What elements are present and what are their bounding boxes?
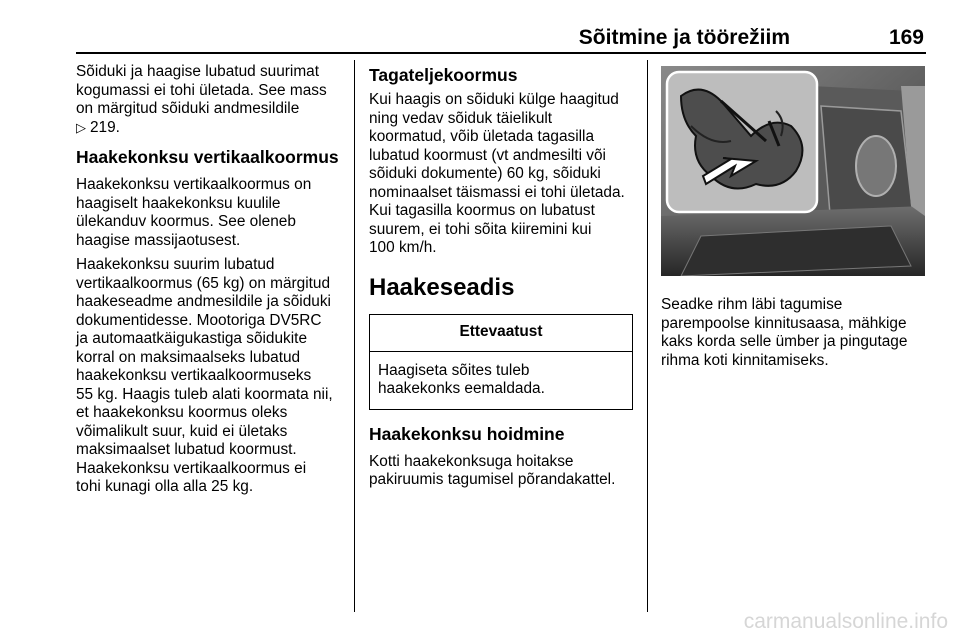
column-1	[76, 63, 348, 497]
page-reference-icon: ▷	[76, 119, 86, 135]
paragraph-rear-axle-load: Kui haagis on sõiduki külge haagitud ning vedav sõiduk täielikult koormatud, võib ületada tagasilla lubatud koormust (vt andmesilti või sõiduki dokumente) 60 kg, sõiduki nominaalset täismassi ei tohi ületada. Kui tagasilla koormus on lubatust suurem, ei tohi sõita kiiremini kui 100 km/h.	[369, 91, 625, 256]
section-heading-rear-axle-load: Tagateljekoormus	[369, 65, 518, 85]
photo-caption: Seadke rihm läbi tagumise parempoolse kinnitusaasa, mähkige kaks korda selle ümber ja pingutage rihma koti kinnitamiseks.	[661, 296, 908, 369]
header-title: Sõitmine ja töörežiim	[578, 26, 790, 49]
trunk-towbar-bag-illustration	[661, 66, 925, 276]
section-heading-vertical-load: Haakekonksu vertikaalkoormus	[76, 147, 339, 167]
page-reference-link[interactable]: 219.	[90, 118, 120, 136]
page-number: 169	[888, 26, 924, 49]
column-divider-2	[647, 60, 648, 612]
paragraph-vertical-load-limits: Haakekonksu suurim lubatud vertikaalkoormus (65 kg) on märgitud haakeseadme andmesildile ja sõiduki dokumentidesse. Mootoriga DV5RC ja automaatkäigukastiga sõidukite korral on maksimaalseks lubatud haakekonksu vertikaalkoormuseks 55 kg. Haagis tuleb alati koormata nii, et haakekonksu koormus oleks võimalikult suur, kuid ei ületaks maksimaalset lubatud koormust. Haakekonksu vertikaalkoormus ei tohi kunagi olla alla 25 kg.	[76, 256, 333, 495]
column-2	[369, 63, 633, 490]
column-divider-1	[354, 60, 355, 612]
intro-paragraph: Sõiduki ja haagise lubatud suurimat kogumassi ei tohi ületada. See mass on märgitud sõiduki andmesildile ▷ 219.	[76, 63, 327, 136]
paragraph-vertical-load-definition: Haakekonksu vertikaalkoormus on haagiselt haakekonksu kuulile ülekanduv koormus. See oleneb haagise massijaotusest.	[76, 176, 312, 249]
header-divider	[76, 52, 926, 54]
section-heading-storage: Haakekonksu hoidmine	[369, 423, 565, 444]
caution-title: Ettevaatust	[370, 315, 632, 352]
section-heading-towing-equipment: Haakeseadis	[369, 273, 515, 301]
watermark: carmanualsonline.info	[743, 610, 948, 633]
paragraph-storage: Kotti haakekonksuga hoitakse pakiruumis tagumisel põrandakattel.	[369, 452, 616, 488]
column-3	[661, 66, 925, 370]
caution-box	[369, 314, 633, 410]
caution-text: Haagiseta sõites tuleb haakekonks eemaldada.	[378, 361, 545, 397]
